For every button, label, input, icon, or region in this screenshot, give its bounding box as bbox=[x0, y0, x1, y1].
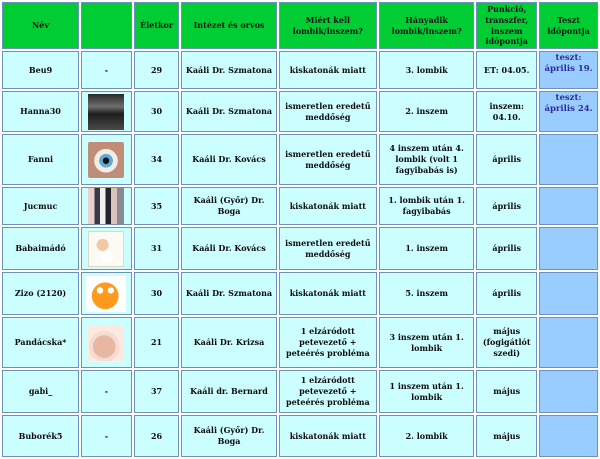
table-row bbox=[2, 91, 598, 132]
cell-test bbox=[539, 317, 598, 368]
header-row bbox=[2, 2, 598, 49]
header-hanyadik: Hányadik lombik/inszem? bbox=[379, 2, 474, 49]
cell-age: 31 bbox=[134, 227, 180, 270]
table-row bbox=[2, 317, 598, 368]
cell-avatar bbox=[81, 272, 132, 315]
cell-attempt: 1. inszem bbox=[379, 227, 474, 270]
cell-reason: kiskatonák miatt bbox=[279, 51, 377, 89]
cell-name: Buborék5 bbox=[2, 415, 79, 457]
cell-date: április bbox=[476, 272, 537, 315]
cell-name: gabi_ bbox=[2, 370, 79, 413]
header-intezet: Intézet és orvos bbox=[181, 2, 276, 49]
cell-clinic: Kaáli (Győr) Dr. Boga bbox=[181, 187, 276, 225]
cell-reason: 1 elzáródott petevezető + peteérés probléma bbox=[279, 370, 377, 413]
cell-name: Beu9 bbox=[2, 51, 79, 89]
cell-reason: ismeretlen eredetű meddőség bbox=[279, 91, 377, 132]
cell-attempt: 4 inszem után 4. lombik (volt 1 fagyibabás is) bbox=[379, 134, 474, 185]
cell-name: Fanni bbox=[2, 134, 79, 185]
cell-clinic: Kaáli Dr. Szmatona bbox=[181, 91, 276, 132]
avatar-image bbox=[88, 231, 124, 267]
header-avatar bbox=[81, 2, 132, 49]
cell-date: április bbox=[476, 134, 537, 185]
cell-reason: kiskatonák miatt bbox=[279, 272, 377, 315]
cell-test: teszt: április 19. bbox=[539, 51, 598, 89]
cell-test bbox=[539, 415, 598, 457]
table-row bbox=[2, 187, 598, 225]
cell-clinic: Kaáli Dr. Kovács bbox=[181, 227, 276, 270]
cell-name: Hanna30 bbox=[2, 91, 79, 132]
cell-date: május bbox=[476, 370, 537, 413]
cell-date: május bbox=[476, 415, 537, 457]
cell-test: teszt: április 24. bbox=[539, 91, 598, 132]
table-row bbox=[2, 51, 598, 89]
cell-age: 26 bbox=[134, 415, 180, 457]
header-miert: Miért kell lombik/inszem? bbox=[279, 2, 377, 49]
cell-attempt: 1 inszem után 1. lombik bbox=[379, 370, 474, 413]
cell-name: Pandácska* bbox=[2, 317, 79, 368]
cell-reason: 1 elzáródott petevezető + peteérés probléma bbox=[279, 317, 377, 368]
cell-test bbox=[539, 227, 598, 270]
cell-avatar bbox=[81, 187, 132, 225]
cell-reason: kiskatonák miatt bbox=[279, 415, 377, 457]
cell-clinic: Kaáli Dr. Krizsa bbox=[181, 317, 276, 368]
cell-attempt: 5. inszem bbox=[379, 272, 474, 315]
avatar-image bbox=[88, 94, 124, 130]
cell-age: 21 bbox=[134, 317, 180, 368]
cell-attempt: 2. lombik bbox=[379, 415, 474, 457]
header-teszt: Teszt időpontja bbox=[539, 2, 598, 49]
cell-reason: kiskatonák miatt bbox=[279, 187, 377, 225]
cell-reason: ismeretlen eredetű meddőség bbox=[279, 134, 377, 185]
cell-attempt: 2. inszem bbox=[379, 91, 474, 132]
cell-avatar: - bbox=[81, 51, 132, 89]
cell-attempt: 3. lombik bbox=[379, 51, 474, 89]
cell-clinic: Kaáli (Győr) Dr. Boga bbox=[181, 415, 276, 457]
cell-name: Zizo (2120) bbox=[2, 272, 79, 315]
cell-avatar: - bbox=[81, 370, 132, 413]
cell-age: 29 bbox=[134, 51, 180, 89]
avatar-image bbox=[88, 142, 124, 178]
table-row bbox=[2, 134, 598, 185]
table-row bbox=[2, 370, 598, 413]
cell-avatar bbox=[81, 134, 132, 185]
cell-avatar: - bbox=[81, 415, 132, 457]
avatar-image bbox=[88, 325, 124, 361]
cell-date: ET: 04.05. bbox=[476, 51, 537, 89]
cell-avatar bbox=[81, 227, 132, 270]
header-punkcio: Punkció, transzfer, inszem időpontja bbox=[476, 2, 537, 49]
table-row bbox=[2, 272, 598, 315]
cell-attempt: 3 inszem után 1. lombik bbox=[379, 317, 474, 368]
cell-date: inszem: 04.10. bbox=[476, 91, 537, 132]
cell-clinic: Kaáli Dr. Szmatona bbox=[181, 272, 276, 315]
cell-date: április bbox=[476, 227, 537, 270]
header-eletkor: Életkor bbox=[134, 2, 180, 49]
table-row bbox=[2, 415, 598, 457]
header-nev: Név bbox=[2, 2, 79, 49]
cell-clinic: Kaáli dr. Bernard bbox=[181, 370, 276, 413]
cell-name: Babaimádó bbox=[2, 227, 79, 270]
cell-age: 34 bbox=[134, 134, 180, 185]
cell-clinic: Kaáli Dr. Szmatona bbox=[181, 51, 276, 89]
table-row bbox=[2, 227, 598, 270]
avatar-image bbox=[88, 188, 124, 224]
cell-age: 30 bbox=[134, 272, 180, 315]
cell-test bbox=[539, 187, 598, 225]
cell-clinic: Kaáli Dr. Kovács bbox=[181, 134, 276, 185]
cell-date: május (fogigátlót szedi) bbox=[476, 317, 537, 368]
cell-avatar bbox=[81, 91, 132, 132]
cell-test bbox=[539, 272, 598, 315]
cell-age: 37 bbox=[134, 370, 180, 413]
cell-reason: ismeretlen eredetű meddőség bbox=[279, 227, 377, 270]
cell-test bbox=[539, 370, 598, 413]
cell-age: 30 bbox=[134, 91, 180, 132]
cell-test bbox=[539, 134, 598, 185]
avatar-image bbox=[86, 276, 126, 312]
cell-attempt: 1. lombik után 1. fagyibabás bbox=[379, 187, 474, 225]
cell-avatar bbox=[81, 317, 132, 368]
cell-name: Jucmuc bbox=[2, 187, 79, 225]
cell-date: április bbox=[476, 187, 537, 225]
cell-age: 35 bbox=[134, 187, 180, 225]
